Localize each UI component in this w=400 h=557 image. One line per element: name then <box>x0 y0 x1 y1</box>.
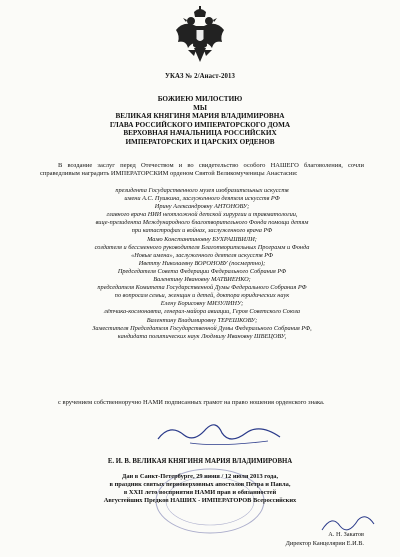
awardee-line: кандидата политических наук Людмилу Ивановну ШВЕЦОВУ, <box>117 332 287 340</box>
place-and-date <box>60 473 340 505</box>
closing-paragraph: с вручением собственноручно НАМИ подписанных грамот на право ношения орденского знака. <box>58 399 325 406</box>
awardee-line: председателя Комитета Государственной Думы Федерального Собрания РФ <box>97 284 307 292</box>
awardee-list <box>44 187 360 341</box>
chancellery-title: Директор Канцелярии Е.И.В. <box>285 540 364 548</box>
place-line: в праздник святых первоверховных апостолов Петра и Павла, <box>109 481 291 489</box>
place-line: в XXII лето восприятия НАМИ прав и обязанностей <box>123 489 277 497</box>
awardee-line: Председателя Совета Федерации Федерального Собрания РФ <box>117 267 287 275</box>
decree-number: УКАЗ № 2/Анаст-2013 <box>164 73 236 80</box>
awardee-line: Ирину Александровну АНТОНОВУ; <box>154 203 250 211</box>
place-line: Дан в Санкт-Петербурге, 29 июня / 12 июля 2013 года, <box>121 473 279 480</box>
awardee-line: Иветту Николаевну ВОРОНОВУ (посмертно); <box>138 259 266 267</box>
awardee-line: по вопросам семьи, женщин и детей, доктора юридических наук <box>114 292 290 300</box>
header-line: ВЕРХОВНАЯ НАЧАЛЬНИЦА РОССИЙСКИХ <box>123 129 277 138</box>
intro-paragraph: В воздание заслуг перед Отечеством и во свидетельство особого НАШЕГО благоволения, сочли справедливым наградить ИМПЕРАТОРСКИМ орденом Святой Великомученицы Анастасии: <box>40 162 364 178</box>
header-line: МЫ <box>193 103 207 112</box>
awardee-line: главного врача НИИ неотложной детской хирургии и травматологии, <box>106 211 298 219</box>
awardee-line: президента Государственного музея изобразительных искусств <box>115 187 289 194</box>
awardee-line: Валентину Ивановну МАТВИЕНКО; <box>153 276 251 284</box>
awardee-line: лётчика-космонавта, генерал-майора авиации, Героя Советского Союза <box>104 308 300 316</box>
awardee-line: Мамо Константиновну БУХРАШВИЛИ; <box>147 235 257 243</box>
awardee-line: Заместителя Председателя Государственной Думы Федерального Собрания РФ, <box>92 324 312 332</box>
double-headed-eagle-crest <box>174 6 226 64</box>
header-line: ВЕЛИКАЯ КНЯГИНЯ МАРИЯ ВЛАДИМИРОВНА <box>115 112 285 121</box>
chancellery-block <box>286 530 364 549</box>
header-line: ГЛАВА РОССИЙСКОГО ИМПЕРАТОРСКОГО ДОМА <box>109 120 291 129</box>
awardee-line: имени А.С. Пушкина, заслуженного деятеля искусств РФ <box>124 195 280 203</box>
handwritten-signature <box>150 415 290 451</box>
awardee-line: «Новые имена», заслуженного деятеля искусств РФ <box>131 251 273 259</box>
header-line: БОЖИЕЮ МИЛОСТИЮ <box>157 95 243 103</box>
signatory-name: Е. И. В. ВЕЛИКАЯ КНЯГИНЯ МАРИЯ ВЛАДИМИРОВНА <box>107 458 293 465</box>
chancellery-name: А. Н. Закатов <box>328 531 364 538</box>
place-line: Августейших Предков НАШИХ - ИМПЕРАТОРОВ Всероссийских <box>103 497 297 505</box>
awardee-line: вице-президента Международного благотворительного Фонда помощи детям <box>95 219 309 227</box>
header-line: ИМПЕРАТОРСКИХ И ЦАРСКИХ ОРДЕНОВ <box>125 137 275 146</box>
decree-header <box>40 95 360 147</box>
awardee-line: Валентину Владимировну ТЕРЕШКОВУ; <box>146 316 258 324</box>
awardee-line: при катастрофах и войнах, заслуженного врача РФ <box>131 227 273 235</box>
awardee-line: Елену Борисовну МИЗУЛИНУ; <box>160 300 244 308</box>
awardee-line: создателя и бессменного руководителя Благотворительных Программ и Фонда <box>94 243 310 251</box>
